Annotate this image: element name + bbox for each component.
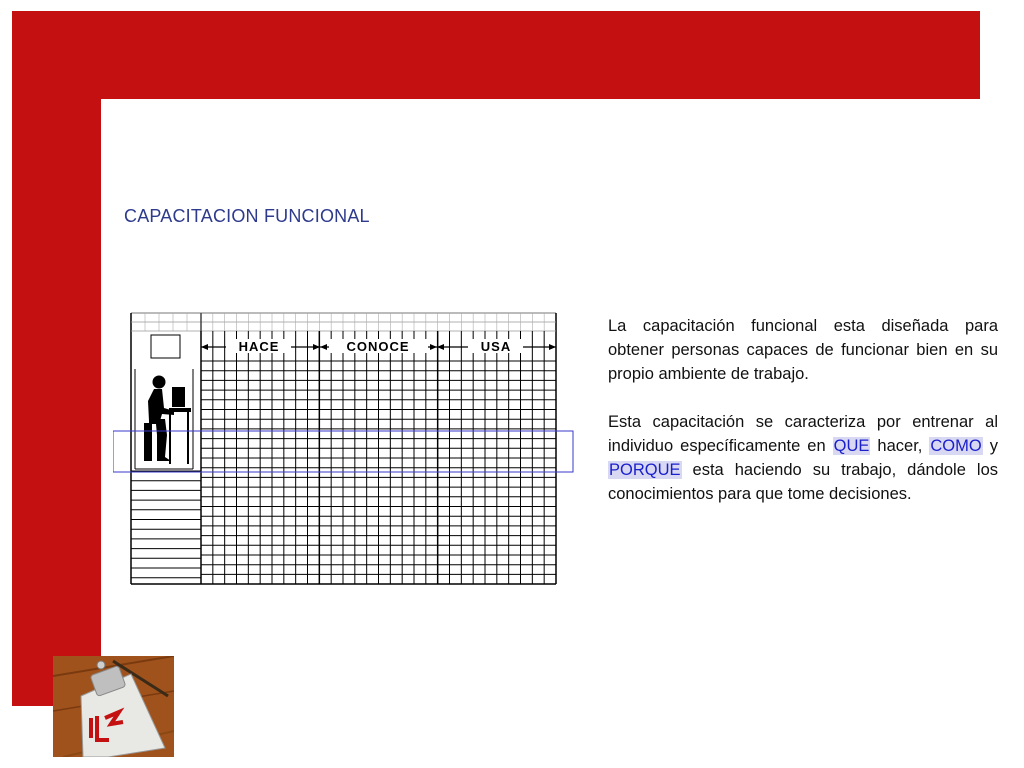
- red-header-band: [12, 11, 980, 99]
- header-conoce: CONOCE: [346, 339, 410, 354]
- highlight-porque: PORQUE: [609, 461, 681, 479]
- p2-part-c: y: [982, 437, 998, 455]
- p2-part-a: Esta capacitación se caracteriza por entrenar al individuo específicamente en: [608, 413, 998, 455]
- highlight-que: QUE: [833, 437, 870, 455]
- description-text: [608, 314, 998, 530]
- paragraph-2: [608, 410, 998, 506]
- slide-title: CAPACITACION FUNCIONAL: [124, 206, 370, 226]
- header-arrows: [201, 339, 556, 354]
- header-usa: USA: [480, 339, 512, 354]
- highlight-como: COMO: [930, 437, 982, 455]
- small-square: [151, 335, 180, 358]
- p2-part-b: hacer,: [870, 437, 930, 455]
- paragraph-1: La capacitación funcional esta diseñada para obtener personas capaces de funcionar bien en su propio ambiente de trabajo.: [608, 317, 998, 383]
- skills-grid-figure: [113, 311, 574, 588]
- red-side-band: [12, 11, 101, 706]
- header-hace: HACE: [238, 339, 280, 354]
- person-at-computer-icon: [135, 369, 193, 469]
- p2-part-d: esta haciendo su trabajo, dándole los conocimientos para que tome decisiones.: [608, 461, 998, 503]
- clipboard-logo-icon: [53, 656, 174, 757]
- clipboard-logo-svg: [53, 656, 174, 757]
- skills-grid-svg: [113, 311, 574, 588]
